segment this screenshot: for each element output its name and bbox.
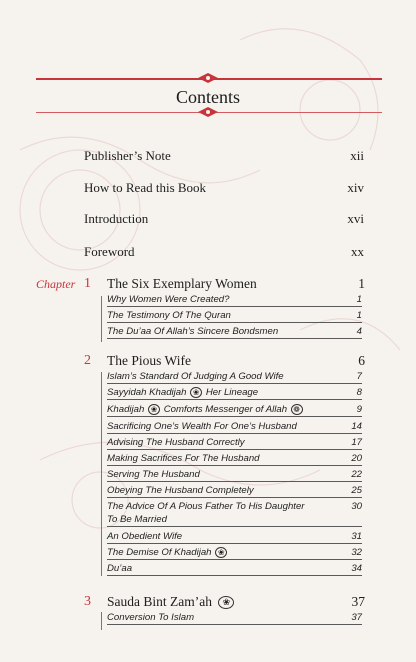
- section-label: The Demise Of Khadijah: [107, 547, 212, 559]
- section-entry[interactable]: [107, 485, 362, 498]
- toc-entry-label: Introduction: [84, 211, 149, 226]
- ornament-icon: [198, 73, 218, 83]
- ornament-icon: [198, 107, 218, 117]
- chapter-title: The Six Exemplary Women: [107, 276, 257, 291]
- section-entry[interactable]: [107, 404, 362, 417]
- section-page: 14: [351, 421, 362, 432]
- chapter-title-entry[interactable]: [107, 353, 365, 369]
- section-label: An Obedient Wife: [107, 531, 183, 542]
- section-page: 1: [356, 294, 362, 305]
- chapter-number: 3: [84, 594, 91, 609]
- honorific-icon: ❀: [218, 596, 234, 609]
- toc-entry-foreword[interactable]: [84, 244, 364, 260]
- toc-entry-label: Foreword: [84, 244, 135, 259]
- section-label: The Du’aa Of Allah’s Sincere Bondsmen: [107, 326, 279, 337]
- section-label: Advising The Husband Correctly: [107, 437, 245, 448]
- section-label: Why Women Were Created?: [107, 294, 230, 305]
- toc-entry-page: xii: [350, 148, 364, 163]
- toc-entry-introduction[interactable]: [84, 211, 364, 227]
- toc-entry-page: xx: [351, 244, 364, 259]
- section-page: 25: [351, 485, 362, 496]
- section-page: 31: [351, 531, 362, 542]
- section-entry[interactable]: [107, 563, 362, 576]
- section-label: Conversion To Islam: [107, 612, 195, 623]
- section-page: 20: [351, 453, 362, 464]
- section-page: 34: [351, 563, 362, 574]
- section-label: Serving The Husband: [107, 469, 200, 480]
- chapter-number: 1: [84, 276, 91, 291]
- honorific-icon: ❀: [190, 387, 202, 398]
- section-entry[interactable]: [107, 453, 362, 466]
- toc-entry-publishers-note[interactable]: [84, 148, 364, 164]
- toc-entry-how-to-read[interactable]: [84, 180, 364, 196]
- toc-entry-page: xvi: [347, 211, 364, 226]
- honorific-icon: ❀: [148, 404, 160, 415]
- section-entry[interactable]: [107, 469, 362, 482]
- section-divider: [101, 296, 102, 342]
- section-entry[interactable]: [107, 437, 362, 450]
- chapter-page: 6: [358, 353, 365, 368]
- section-entry[interactable]: [107, 326, 362, 339]
- section-entry[interactable]: [107, 531, 362, 544]
- section-label: Making Sacrifices For The Husband: [107, 453, 260, 464]
- section-page: 22: [351, 469, 362, 480]
- section-page: 4: [356, 326, 362, 337]
- section-entry[interactable]: [107, 371, 362, 384]
- section-page: 17: [351, 437, 362, 448]
- section-entry-continuation[interactable]: [107, 514, 362, 527]
- chapter-title-entry[interactable]: [107, 276, 365, 292]
- section-label: Obeying The Husband Completely: [107, 485, 254, 496]
- section-label: Sacrificing One’s Wealth For One’s Husband: [107, 421, 297, 432]
- section-page: 30: [351, 501, 362, 512]
- section-entry[interactable]: [107, 310, 362, 323]
- section-entry[interactable]: [107, 501, 362, 513]
- chapter-page: 37: [351, 594, 365, 609]
- section-page: 7: [356, 371, 362, 382]
- chapter-number: 2: [84, 353, 91, 368]
- toc-entry-page: xiv: [347, 180, 364, 195]
- section-page: 1: [356, 310, 362, 321]
- section-divider: [101, 612, 102, 630]
- section-label: Islam’s Standard Of Judging A Good Wife: [107, 371, 284, 382]
- chapter-title-entry[interactable]: [107, 594, 365, 610]
- section-page: 37: [351, 612, 362, 623]
- chapter-page: 1: [358, 276, 365, 291]
- section-entry[interactable]: [107, 547, 362, 560]
- page-title: Contents: [175, 87, 240, 107]
- section-page: 32: [351, 547, 362, 559]
- section-entry[interactable]: [107, 421, 362, 434]
- section-label: Khadijah: [107, 404, 145, 416]
- section-entry[interactable]: [107, 387, 362, 400]
- section-label: The Testimony Of The Quran: [107, 310, 231, 321]
- section-label-suffix: Comforts Messenger of Allah: [163, 404, 288, 416]
- honorific-icon: ❀: [215, 547, 227, 558]
- section-page: 8: [356, 387, 362, 399]
- section-label: The Advice Of A Pious Father To His Daughter: [107, 501, 305, 512]
- section-divider: [101, 372, 102, 576]
- section-label: Du’aa: [107, 563, 133, 574]
- section-label-suffix: Her Lineage: [205, 387, 259, 399]
- chapter-title: The Pious Wife: [107, 353, 191, 368]
- toc-entry-label: How to Read this Book: [84, 180, 207, 195]
- honorific-icon: ❁: [291, 404, 303, 415]
- section-entry[interactable]: [107, 294, 362, 307]
- toc-entry-label: Publisher’s Note: [84, 148, 171, 163]
- section-label: Sayyidah Khadijah: [107, 387, 187, 399]
- chapter-title: Sauda Bint Zam’ah: [107, 594, 212, 609]
- section-page: 9: [356, 404, 362, 416]
- section-label: To Be Married: [107, 514, 167, 525]
- chapter-label: Chapter: [36, 277, 76, 291]
- section-entry[interactable]: [107, 612, 362, 625]
